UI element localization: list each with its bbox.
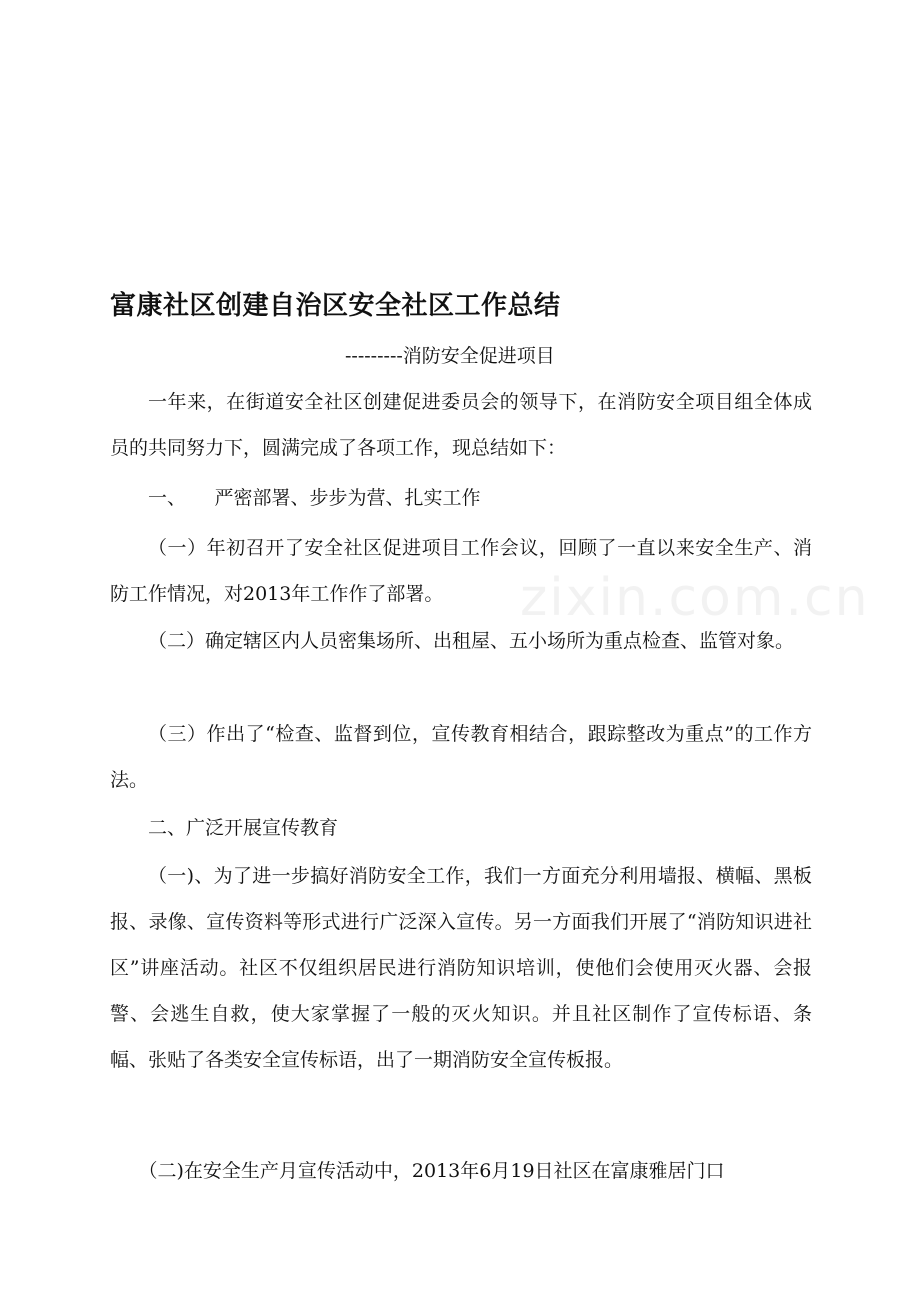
paragraph-block	[110, 618, 812, 664]
document-title: 富康社区创建自治区安全社区工作总结	[110, 291, 561, 321]
body-paragraph: （二)在安全生产月宣传活动中，2013年6月19日社区在富康雅居门口	[138, 1160, 725, 1182]
watermark-text: zixin.com.cn	[520, 568, 870, 628]
paragraph-block	[110, 1148, 812, 1194]
section-heading-2: 二、广泛开展宣传教育	[148, 817, 339, 839]
body-paragraph: （一）年初召开了安全社区促进项目工作会议，回顾了一直以来安全生产、消防工作情况，对2013年工作作了部署。	[110, 537, 812, 605]
paragraph-block	[110, 853, 812, 1083]
paragraph-block	[110, 711, 812, 803]
document-subtitle: ---------消防安全促进项目	[345, 345, 555, 367]
paragraph-block	[110, 475, 812, 521]
paragraph-block	[110, 805, 812, 851]
body-paragraph: （三）作出了“检查、监督到位，宣传教育相结合，跟踪整改为重点”的工作方法。	[110, 723, 812, 791]
paragraph-block	[110, 379, 812, 471]
intro-paragraph: 一年来，在街道安全社区创建促进委员会的领导下，在消防安全项目组全体成员的共同努力下，圆满完成了各项工作，现总结如下：	[110, 391, 812, 459]
section-heading-1: 一、 严密部署、步步为营、扎实工作	[148, 487, 481, 509]
body-paragraph: （一)、为了进一步搞好消防安全工作，我们一方面充分利用墙报、横幅、黑板报、录像、宣传资料等形式进行广泛深入宣传。另一方面我们开展了“消防知识进社区”讲座活动。社区不仅组织居民进行消防知识培训，使他们会使用灭火器、会报警、会逃生自救，使大家掌握了一般的灭火知识。并且社区制作了宣传标语、条幅、张贴了各类安全宣传标语，出了一期消防安全宣传板报。	[110, 865, 812, 1071]
body-paragraph: （二）确定辖区内人员密集场所、出租屋、五小场所为重点检查、监管对象。	[148, 630, 795, 652]
paragraph-block	[110, 525, 812, 617]
